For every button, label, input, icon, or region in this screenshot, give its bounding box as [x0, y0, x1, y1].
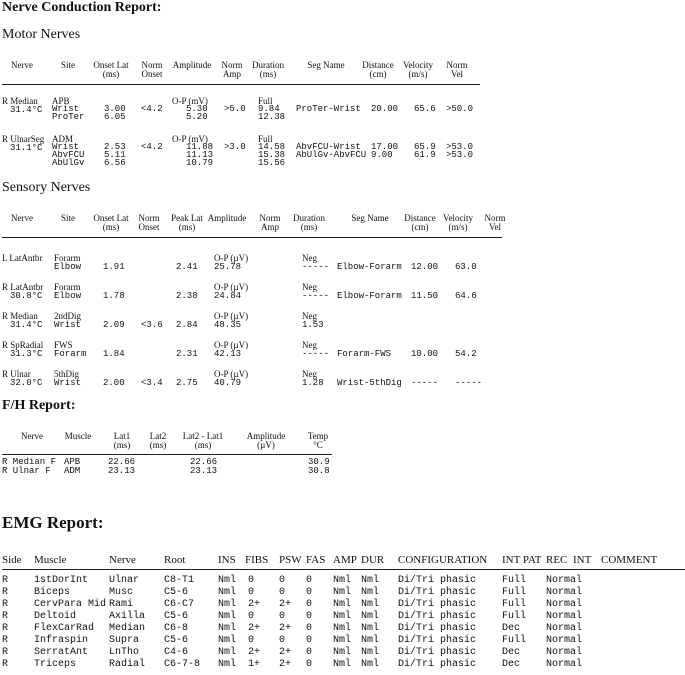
motor-norm-amp: >3.0	[224, 142, 246, 152]
emg-nerve: Axilla	[109, 611, 146, 622]
emg-fibs: 0	[248, 587, 255, 598]
emg-muscle: Triceps	[34, 659, 77, 670]
motor-col-header: (cm)	[369, 69, 387, 79]
sensory-temp: 32.0°C	[10, 378, 43, 388]
emg-amp: Nml	[333, 623, 352, 634]
motor-amp-unit: O-P (mV)	[172, 134, 208, 144]
motor-site: AbvFCU	[52, 150, 85, 160]
emg-intpat: Full	[502, 635, 527, 646]
emg-muscle: Infraspin	[34, 635, 89, 646]
sensory-col-header: Distance	[404, 213, 436, 223]
sensory-peak: 2.84	[176, 320, 198, 330]
sensory-seg: Elbow-Forarm	[337, 291, 402, 301]
motor-col-header: Amplitude	[172, 60, 212, 70]
sensory-col-header: Norm	[484, 213, 506, 223]
emg-col-header: REC	[546, 554, 568, 566]
sensory-nerve: R Ulnar	[2, 369, 31, 379]
emg-root: C6-8	[164, 623, 189, 634]
motor-norm-vel: >53.0	[446, 142, 474, 152]
emg-rec: Normal	[546, 599, 583, 610]
fh-col-header: Muscle	[64, 431, 92, 441]
sensory-temp: 31.4°C	[10, 320, 43, 330]
emg-col-header: INT	[573, 554, 592, 566]
emg-psw: 2+	[279, 623, 292, 634]
sensory-vel: 64.6	[455, 291, 477, 301]
sensory-seg: Forarm-FWS	[337, 349, 392, 359]
motor-dist: 20.00	[371, 104, 399, 114]
page-title: Nerve Conduction Report:	[2, 0, 162, 15]
motor-col-header: Onset Lat	[93, 60, 129, 70]
sensory-dur-label: Neg	[302, 311, 317, 321]
sensory-nerve: R SpRadial	[2, 340, 44, 350]
emg-nerve: Radial	[109, 659, 146, 670]
sensory-amp-unit: O-P (µV)	[214, 340, 249, 350]
emg-intpat: Full	[502, 575, 527, 586]
emg-ins: Nml	[218, 587, 237, 598]
emg-root: C6-C7	[164, 599, 195, 610]
emg-psw: 0	[279, 587, 286, 598]
sensory-dur: 1.53	[302, 320, 324, 330]
sensory-col-header: Amp	[261, 222, 279, 232]
fh-diff: 23.13	[190, 466, 218, 476]
motor-col-header: (ms)	[102, 69, 120, 79]
sensory-site: Forarm	[54, 253, 81, 263]
emg-psw: 2+	[279, 659, 292, 670]
fh-col-header: °C	[313, 440, 323, 450]
sensory-nerve: R Median	[2, 311, 38, 321]
emg-dur: Nml	[361, 575, 380, 586]
sensory-vel: -----	[455, 378, 483, 388]
emg-config: Di/Tri phasic	[398, 587, 477, 598]
motor-col-header: Velocity	[403, 60, 433, 70]
sensory-col-header: Seg Name	[351, 213, 389, 223]
emg-config: Di/Tri phasic	[398, 575, 477, 586]
emg-col-header: FAS	[306, 554, 326, 566]
motor-col-header: Amp	[223, 69, 241, 79]
sensory-site: Wrist	[54, 320, 82, 330]
emg-config: Di/Tri phasic	[398, 599, 477, 610]
emg-nerve: Ulnar	[109, 575, 140, 586]
sensory-peak: 2.38	[176, 291, 198, 301]
fh-col-header: (ms)	[149, 440, 167, 450]
sensory-amp-unit: O-P (µV)	[214, 282, 249, 292]
sensory-dist: -----	[411, 378, 439, 388]
emg-rec: Normal	[546, 635, 583, 646]
sensory-dist: 11.50	[411, 291, 439, 301]
emg-muscle: Biceps	[34, 587, 71, 598]
sensory-vel: 54.2	[455, 349, 477, 359]
sensory-col-header: Site	[60, 213, 76, 223]
emg-rec: Normal	[546, 587, 583, 598]
emg-muscle: CervPara Mid	[34, 599, 107, 610]
emg-amp: Nml	[333, 659, 352, 670]
motor-col-header: Norm	[446, 60, 468, 70]
motor-seg: ProTer-Wrist	[296, 104, 361, 114]
motor-vel: 65.9	[414, 142, 436, 152]
motor-dur: 14.58	[258, 142, 286, 152]
emg-dur: Nml	[361, 611, 380, 622]
emg-intpat: Dec	[502, 623, 521, 634]
motor-site: Wrist	[52, 142, 80, 152]
motor-amp-unit: O-P (mV)	[172, 96, 208, 106]
motor-norm-amp: >5.0	[224, 104, 246, 114]
sensory-onset: 1.84	[103, 349, 125, 359]
emg-fibs: 0	[248, 611, 255, 622]
emg-rec: Normal	[546, 623, 583, 634]
sensory-dur-label: Neg	[302, 282, 317, 292]
sensory-nerve: L LatAntbr	[2, 253, 43, 263]
sensory-col-header: Amplitude	[207, 213, 247, 223]
emg-fas: 0	[306, 587, 313, 598]
motor-col-header: Duration	[252, 60, 284, 70]
emg-col-header: DUR	[361, 554, 385, 566]
motor-nerve: R UlnarSeg	[2, 134, 45, 144]
fh-col-header: Lat2 - Lat1	[182, 431, 224, 441]
emg-fas: 0	[306, 611, 313, 622]
sensory-site: Elbow	[54, 262, 82, 272]
sensory-temp: 31.3°C	[10, 349, 43, 359]
emg-dur: Nml	[361, 599, 380, 610]
fh-col-header: Nerve	[21, 431, 43, 441]
motor-site: ProTer	[52, 112, 85, 122]
emg-fibs: 2+	[248, 623, 261, 634]
sensory-site: Forarm	[54, 349, 87, 359]
sensory-dur: 1.28	[302, 378, 324, 388]
motor-onset: 5.11	[104, 150, 126, 160]
sensory-dur: -----	[302, 291, 330, 301]
sensory-dist: 10.00	[411, 349, 439, 359]
fh-col-header: (ms)	[113, 440, 131, 450]
emg-muscle: Deltoid	[34, 611, 77, 622]
sensory-amp-unit: O-P (µV)	[214, 253, 249, 263]
motor-vel: 61.9	[414, 150, 436, 160]
motor-col-header: (m/s)	[408, 69, 428, 79]
motor-onset: 2.53	[104, 142, 126, 152]
emg-config: Di/Tri phasic	[398, 659, 477, 670]
emg-ins: Nml	[218, 599, 237, 610]
fh-col-header: (µV)	[257, 440, 275, 450]
sensory-dist: 12.00	[411, 262, 439, 272]
emg-fibs: 2+	[248, 599, 261, 610]
sensory-amp-unit: O-P (µV)	[214, 311, 249, 321]
emg-nerve: LnTho	[109, 647, 140, 658]
motor-temp: 31.1°C	[10, 143, 43, 153]
sensory-col-header: Norm	[138, 213, 160, 223]
emg-amp: Nml	[333, 599, 352, 610]
fh-nerve: R Median F	[2, 457, 57, 467]
motor-amp: 5.20	[186, 112, 208, 122]
emg-side: R	[2, 587, 9, 598]
emg-ins: Nml	[218, 647, 237, 658]
motor-dur: 12.38	[258, 112, 286, 122]
emg-fas: 0	[306, 575, 313, 586]
motor-amp: 5.30	[186, 104, 208, 114]
motor-seg: AbUlGv-AbvFCU	[296, 150, 367, 160]
motor-col-header: Norm	[141, 60, 163, 70]
motor-dist: 9.00	[371, 150, 393, 160]
sensory-onset: 2.00	[103, 378, 125, 388]
motor-nerve: R Median	[2, 96, 38, 106]
emg-root: C4-6	[164, 647, 189, 658]
fh-nerve: R Ulnar F	[2, 466, 51, 476]
motor-onset: 3.00	[104, 104, 126, 114]
fh-lat1: 22.66	[108, 457, 136, 467]
sensory-col-header: (cm)	[411, 222, 429, 232]
emg-side: R	[2, 599, 9, 610]
sensory-amp: 42.13	[214, 349, 242, 359]
emg-psw: 2+	[279, 647, 292, 658]
sensory-col-header: (ms)	[178, 222, 196, 232]
sensory-site: Forarm	[54, 282, 81, 292]
emg-nerve: Musc	[109, 587, 134, 598]
header-rule	[2, 84, 480, 85]
emg-ins: Nml	[218, 611, 237, 622]
sensory-seg: Elbow-Forarm	[337, 262, 402, 272]
motor-onset: 6.56	[104, 158, 126, 168]
motor-vel: 65.6	[414, 104, 436, 114]
motor-col-header: Distance	[362, 60, 394, 70]
sensory-site: Wrist	[54, 378, 82, 388]
fh-col-header: Lat2	[149, 431, 167, 441]
emg-intpat: Full	[502, 611, 527, 622]
motor-norm-onset: <4.2	[141, 104, 163, 114]
sensory-dur-label: Neg	[302, 369, 317, 379]
emg-config: Di/Tri phasic	[398, 623, 477, 634]
emg-amp: Nml	[333, 647, 352, 658]
sensory-col-header: Velocity	[443, 213, 473, 223]
emg-col-header: Muscle	[34, 554, 67, 566]
emg-dur: Nml	[361, 587, 380, 598]
emg-psw: 0	[279, 611, 286, 622]
emg-intpat: Dec	[502, 647, 521, 658]
sensory-vel: 63.0	[455, 262, 477, 272]
emg-psw: 0	[279, 575, 286, 586]
emg-col-header: CONFIGURATION	[398, 554, 488, 566]
emg-fas: 0	[306, 659, 313, 670]
sensory-norm-onset: <3.4	[141, 378, 163, 388]
header-rule	[2, 237, 502, 238]
motor-norm-onset: <4.2	[141, 142, 163, 152]
fh-col-header: (ms)	[194, 440, 212, 450]
emg-rec: Normal	[546, 575, 583, 586]
motor-site: ADM	[52, 134, 74, 144]
sensory-amp: 48.35	[214, 320, 242, 330]
sensory-site: Elbow	[54, 291, 82, 301]
motor-amp: 10.79	[186, 158, 214, 168]
emg-intpat: Dec	[502, 659, 521, 670]
emg-dur: Nml	[361, 635, 380, 646]
fh-col-header: Amplitude	[246, 431, 286, 441]
sensory-onset: 1.78	[103, 291, 125, 301]
fh-col-header: Lat1	[113, 431, 131, 441]
fh-temp: 30.8	[308, 466, 330, 476]
sensory-amp: 24.84	[214, 291, 242, 301]
sensory-seg: Wrist-5thDig	[337, 378, 402, 388]
sensory-col-header: Onset Lat	[93, 213, 129, 223]
sensory-peak: 2.75	[176, 378, 198, 388]
emg-nerve: Supra	[109, 635, 140, 646]
motor-norm-vel: >50.0	[446, 104, 474, 114]
emg-psw: 2+	[279, 599, 292, 610]
sensory-col-header: Nerve	[11, 213, 33, 223]
emg-muscle: SerratAnt	[34, 647, 89, 658]
sensory-site: FWS	[54, 340, 73, 350]
emg-col-header: Nerve	[109, 554, 136, 566]
sensory-amp-unit: O-P (µV)	[214, 369, 249, 379]
sensory-amp: 40.79	[214, 378, 242, 388]
motor-col-header: Vel	[451, 69, 463, 79]
sensory-amp: 25.78	[214, 262, 242, 272]
sensory-heading: Sensory Nerves	[2, 180, 91, 195]
motor-site: AbUlGv	[52, 158, 85, 168]
motor-dur: 9.84	[258, 104, 280, 114]
emg-fas: 0	[306, 635, 313, 646]
fh-muscle: ADM	[64, 466, 81, 476]
motor-col-header: Onset	[141, 69, 163, 79]
emg-side: R	[2, 635, 9, 646]
emg-config: Di/Tri phasic	[398, 635, 477, 646]
sensory-dur: -----	[302, 262, 330, 272]
emg-side: R	[2, 623, 9, 634]
sensory-site: 5thDig	[54, 369, 80, 379]
emg-col-header: INS	[218, 554, 236, 566]
emg-rec: Normal	[546, 659, 583, 670]
fh-muscle: APB	[64, 457, 81, 467]
emg-side: R	[2, 611, 9, 622]
emg-col-header: AMP	[333, 554, 357, 566]
sensory-onset: 2.09	[103, 320, 125, 330]
emg-root: C8-T1	[164, 575, 195, 586]
fh-col-header: Temp	[307, 431, 329, 441]
motor-col-header: Seg Name	[307, 60, 345, 70]
emg-col-header: FIBS	[245, 554, 269, 566]
emg-side: R	[2, 647, 9, 658]
emg-amp: Nml	[333, 575, 352, 586]
motor-amp: 11.88	[186, 142, 214, 152]
sensory-col-header: Norm	[259, 213, 281, 223]
emg-amp: Nml	[333, 587, 352, 598]
motor-seg: AbvFCU-Wrist	[296, 142, 361, 152]
emg-muscle: FlexCarRad	[34, 623, 95, 634]
sensory-dur-label: Neg	[302, 340, 317, 350]
motor-col-header: (ms)	[259, 69, 277, 79]
motor-dur-label: Full	[258, 134, 273, 144]
emg-ins: Nml	[218, 659, 237, 670]
motor-dur-label: Full	[258, 96, 273, 106]
emg-fibs: 2+	[248, 647, 261, 658]
fh-temp: 30.9	[308, 457, 330, 467]
sensory-col-header: Onset	[138, 222, 160, 232]
emg-root: C5-6	[164, 635, 189, 646]
motor-col-header: Site	[60, 60, 76, 70]
emg-nerve: Median	[109, 623, 146, 634]
emg-col-header: INT PAT	[502, 554, 542, 566]
emg-heading: EMG Report:	[2, 513, 104, 532]
sensory-col-header: Duration	[293, 213, 325, 223]
emg-nerve: Rami	[109, 599, 134, 610]
emg-ins: Nml	[218, 575, 237, 586]
motor-site: APB	[52, 96, 70, 106]
header-rule	[2, 454, 332, 455]
motor-onset: 6.05	[104, 112, 126, 122]
emg-ins: Nml	[218, 623, 237, 634]
emg-side: R	[2, 575, 9, 586]
sensory-col-header: Vel	[489, 222, 501, 232]
fh-heading: F/H Report:	[2, 398, 76, 413]
sensory-onset: 1.91	[103, 262, 125, 272]
motor-col-header: Nerve	[11, 60, 33, 70]
emg-intpat: Full	[502, 587, 527, 598]
sensory-col-header: (m/s)	[448, 222, 468, 232]
motor-col-header: Norm	[221, 60, 243, 70]
motor-dist: 17.00	[371, 142, 399, 152]
emg-amp: Nml	[333, 611, 352, 622]
emg-side: R	[2, 659, 9, 670]
emg-col-header: COMMENT	[601, 554, 658, 566]
sensory-dur-label: Neg	[302, 253, 317, 263]
sensory-col-header: Peak Lat	[171, 213, 203, 223]
emg-config: Di/Tri phasic	[398, 647, 477, 658]
emg-dur: Nml	[361, 659, 380, 670]
emg-root: C5-6	[164, 587, 189, 598]
motor-dur: 15.38	[258, 150, 286, 160]
emg-root: C6-7-8	[164, 659, 201, 670]
motor-heading: Motor Nerves	[2, 27, 81, 42]
header-rule	[2, 569, 685, 570]
motor-temp: 31.4°C	[10, 105, 43, 115]
motor-site: Wrist	[52, 104, 80, 114]
sensory-site: 2ndDig	[54, 311, 81, 321]
motor-amp: 11.13	[186, 150, 214, 160]
emg-amp: Nml	[333, 635, 352, 646]
emg-psw: 0	[279, 635, 286, 646]
emg-muscle: 1stDorInt	[34, 575, 89, 586]
emg-fibs: 0	[248, 575, 255, 586]
fh-lat1: 23.13	[108, 466, 136, 476]
sensory-col-header: (ms)	[102, 222, 120, 232]
emg-intpat: Full	[502, 599, 527, 610]
emg-rec: Normal	[546, 611, 583, 622]
sensory-peak: 2.41	[176, 262, 198, 272]
motor-dur: 15.56	[258, 158, 286, 168]
sensory-dur: -----	[302, 349, 330, 359]
fh-diff: 22.66	[190, 457, 218, 467]
emg-col-header: PSW	[279, 554, 302, 566]
sensory-col-header: (ms)	[300, 222, 318, 232]
emg-dur: Nml	[361, 623, 380, 634]
emg-fas: 0	[306, 647, 313, 658]
motor-norm-vel: >53.0	[446, 150, 474, 160]
emg-col-header: Side	[2, 554, 22, 566]
emg-fibs: 0	[248, 635, 255, 646]
emg-root: C5-6	[164, 611, 189, 622]
sensory-norm-onset: <3.6	[141, 320, 163, 330]
sensory-temp: 30.8°C	[10, 291, 43, 301]
emg-fas: 0	[306, 623, 313, 634]
sensory-peak: 2.31	[176, 349, 198, 359]
emg-ins: Nml	[218, 635, 237, 646]
sensory-nerve: R LatAntbr	[2, 282, 44, 292]
emg-dur: Nml	[361, 647, 380, 658]
emg-col-header: Root	[164, 554, 186, 566]
emg-config: Di/Tri phasic	[398, 611, 477, 622]
emg-fibs: 1+	[248, 659, 261, 670]
emg-fas: 0	[306, 599, 313, 610]
emg-rec: Normal	[546, 647, 583, 658]
